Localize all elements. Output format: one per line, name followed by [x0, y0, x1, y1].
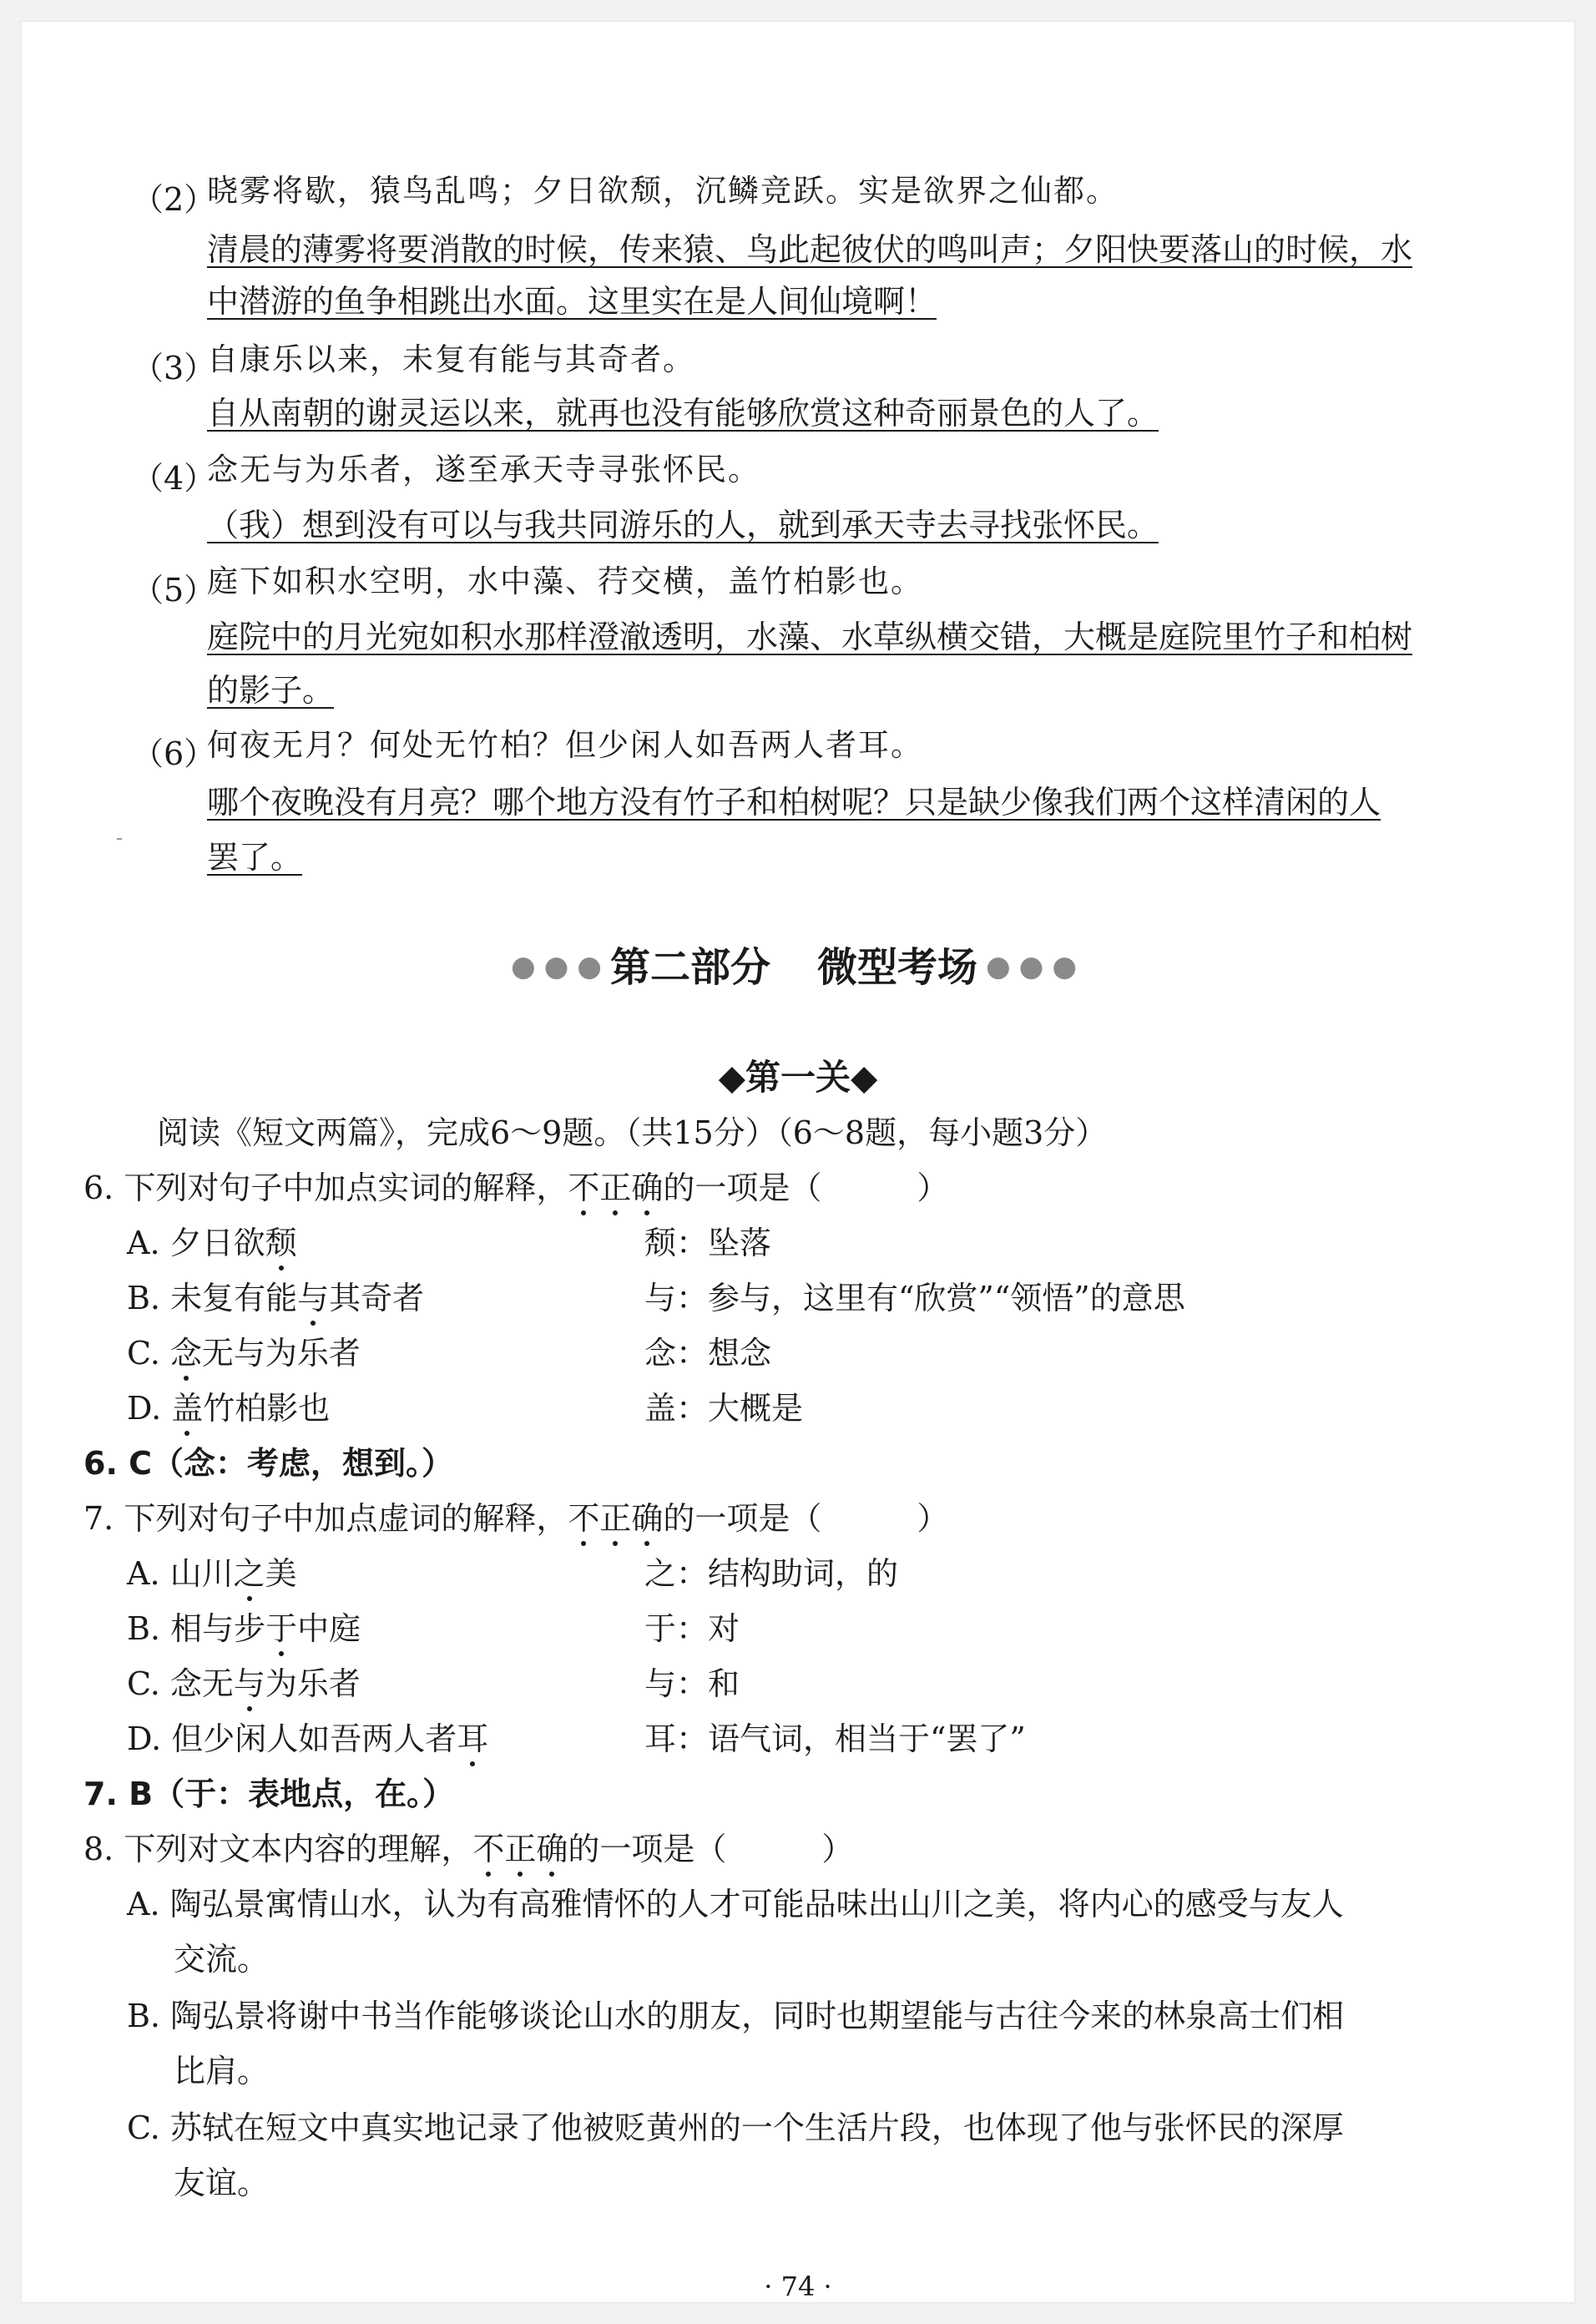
page-number: · 74 ·	[764, 2271, 832, 2302]
question-8-stem: 8. 下列对文本内容的理解，不正确的一项是（ ）	[83, 1831, 854, 1867]
emphasis-char: 于	[265, 1610, 298, 1647]
option-c: C. 苏轼在短文中真实地记录了他被贬黄州的一个生活片段，也体现了他与张怀民的深厚	[127, 2109, 1344, 2146]
option-c-gloss: 与：和	[644, 1665, 740, 1702]
option-d: D. 盖竹柏影也	[127, 1390, 331, 1427]
item-number: （2）	[132, 181, 216, 218]
emphasis-char: 不	[568, 1170, 600, 1206]
level-heading: ◆第一关◆	[718, 1057, 878, 1098]
heading-dots-right: ●●●	[986, 950, 1086, 983]
translation-line: 清晨的薄雾将要消散的时候，传来猿、鸟此起彼伏的鸣叫声；夕阳快要落山的时候，水	[207, 231, 1413, 268]
section-heading	[0, 935, 1596, 993]
option-a-gloss: 之：结构助词，的	[644, 1555, 899, 1592]
option-a: A. 山川之美	[127, 1555, 297, 1592]
answer-6: 6. C（念：考虑，想到。）	[83, 1445, 453, 1482]
translation-line: （我）想到没有可以与我共同游乐的人，就到承天寺去寻找张怀民。	[207, 507, 1159, 543]
option-d-gloss: 盖：大概是	[644, 1390, 804, 1427]
emphasis-char: 颓	[265, 1225, 297, 1261]
emphasis-char: 耳	[457, 1720, 489, 1757]
emphasis-char: 确	[631, 1170, 664, 1206]
emphasis-char: 不	[472, 1831, 505, 1867]
emphasis-char: 确	[631, 1500, 664, 1537]
scan-speck	[117, 838, 122, 840]
option-b-gloss: 于：对	[644, 1610, 740, 1647]
option-a-cont: 交流。	[174, 1941, 270, 1978]
original-sentence: 何夜无月？何处无竹柏？但少闲人如吾两人者耳。	[207, 727, 923, 763]
emphasis-char: 盖	[171, 1390, 204, 1427]
option-b: B. 未复有能与其奇者	[127, 1280, 425, 1316]
answer-7: 7. B（于：表地点，在。）	[83, 1776, 455, 1812]
question-7-stem: 7. 下列对句子中加点虚词的解释，不正确的一项是（ ）	[83, 1500, 949, 1537]
emphasis-char: 之	[233, 1555, 265, 1592]
section-title-part: 第二部分	[609, 944, 770, 991]
option-c: C. 念无与为乐者	[127, 1665, 361, 1702]
item-number: （6）	[132, 735, 216, 772]
emphasis-char: 确	[536, 1831, 568, 1867]
emphasis-char: 正	[599, 1170, 632, 1206]
translation-line: 庭院中的月光宛如积水那样澄澈透明，水藻、水草纵横交错，大概是庭院里竹子和柏树	[207, 619, 1413, 655]
heading-dots-left: ●●●	[510, 950, 610, 983]
item-number: （5）	[132, 572, 216, 609]
option-a: A. 夕日欲颓	[127, 1225, 297, 1261]
item-number: （3）	[132, 350, 216, 386]
option-a: A. 陶弘景寓情山水，认为有高雅情怀的人才可能品味出山川之美，将内心的感受与友人	[127, 1886, 1344, 1922]
emphasis-char: 与	[233, 1665, 265, 1702]
original-sentence: 念无与为乐者，遂至承天寺寻张怀民。	[207, 452, 760, 488]
emphasis-char: 正	[504, 1831, 537, 1867]
emphasis-char: 与	[297, 1280, 330, 1316]
option-a-gloss: 颓：坠落	[644, 1225, 772, 1261]
translation-line: 自从南朝的谢灵运以来，就再也没有能够欣赏这种奇丽景色的人了。	[207, 395, 1159, 432]
option-b-cont: 比肩。	[174, 2053, 270, 2089]
original-sentence: 自康乐以来，未复有能与其奇者。	[207, 341, 695, 377]
instruction: 阅读《短文两篇》，完成6～9题。（共15分）（6～8题，每小题3分）	[157, 1114, 1108, 1151]
translation-line: 中潜游的鱼争相跳出水面。这里实在是人间仙境啊！	[207, 283, 937, 320]
translation-line: 哪个夜晚没有月亮？哪个地方没有竹子和柏树呢？只是缺少像我们两个这样清闲的人	[207, 784, 1381, 821]
translation-line: 罢了。	[207, 839, 303, 876]
translation-line: 的影子。	[207, 672, 335, 709]
option-c-cont: 友谊。	[174, 2165, 270, 2201]
emphasis-char: 念	[169, 1335, 202, 1372]
option-b: B. 陶弘景将谢中书当作能够谈论山水的朋友，同时也期望能与古往今来的林泉高士们相	[127, 1998, 1345, 2034]
original-sentence: 庭下如积水空明，水中藻、荇交横，盖竹柏影也。	[207, 563, 923, 599]
option-c-gloss: 念：想念	[644, 1335, 772, 1372]
option-d: D. 但少闲人如吾两人者耳	[127, 1720, 489, 1757]
section-title-name: 微型考场	[817, 944, 978, 991]
option-c: C. 念无与为乐者	[127, 1335, 361, 1372]
option-b: B. 相与步于中庭	[127, 1610, 361, 1647]
option-b-gloss: 与：参与，这里有“欣赏”“领悟”的意思	[644, 1280, 1185, 1316]
emphasis-char: 不	[568, 1500, 600, 1537]
emphasis-char: 正	[599, 1500, 632, 1537]
question-6-stem: 6. 下列对句子中加点实词的解释，不正确的一项是（ ）	[83, 1170, 949, 1206]
original-sentence: 晓雾将歇，猿鸟乱鸣；夕日欲颓，沉鳞竞跃。实是欲界之仙都。	[207, 173, 1119, 209]
option-d-gloss: 耳：语气词，相当于“罢了”	[644, 1720, 1026, 1757]
item-number: （4）	[132, 460, 216, 497]
